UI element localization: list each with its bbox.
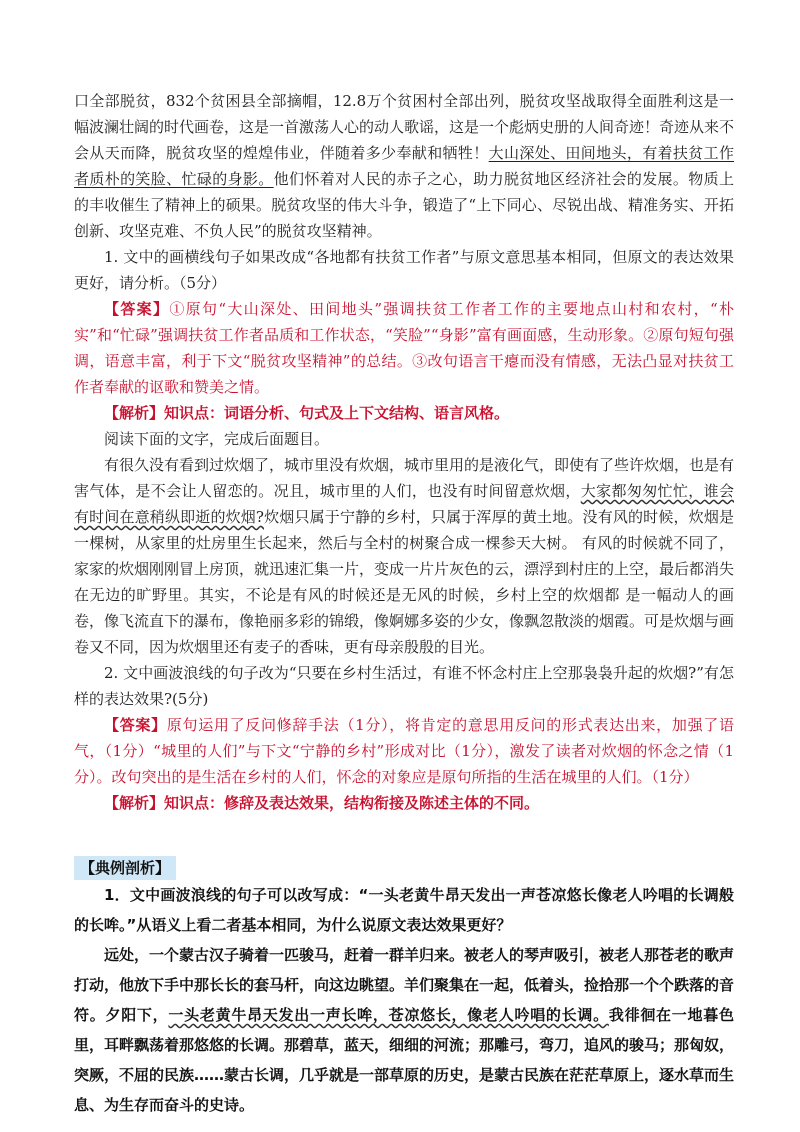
question-1: 1. 文中的画横线句子如果改成“各地都有扶贫工作者”与原文意思基本相同，但原文的表达效果更好，请分析。（5分） — [74, 248, 734, 292]
example-question: 1．文中画波浪线的句子可以改写成：“一头老黄牛昂天发出一声苍凉悠长像老人吟唱的长调般的长哞。”从语义上看二者基本相同，为什么说原文表达效果更好？ — [74, 886, 734, 934]
passage-1-text-b: 他们怀着对人民的赤子之心，助力脱贫地区经济社会的发展。物质上的丰收催生了精神上的硕果。脱贫攻坚的伟大斗争，锻造了“上下同心、尽锐出战、精准务实、开拓创新、攻坚克难、不负人民”的脱贫攻坚精神。 — [74, 170, 734, 240]
document-page — [74, 88, 734, 1120]
section-title: 【典例剖析】 — [74, 856, 176, 880]
passage-1 — [74, 88, 734, 244]
question-2: 2. 文中画波浪线的句子改为“只要在乡村生活过，有谁不怀念村庄上空那袅袅升起的炊烟?”有怎样的表达效果?(5分) — [74, 664, 734, 708]
example-wavy-sentence: 一头老黄牛昂天发出一声长哞，苍凉悠长，像老人吟唱的长调。 — [168, 1006, 609, 1024]
section-gap — [74, 816, 734, 856]
answer-2 — [74, 712, 734, 790]
analysis-2 — [74, 790, 734, 816]
analysis-2-label: 【解析】 — [104, 794, 165, 812]
example-passage — [74, 940, 734, 1120]
reading-instruction: 阅读下面的文字，完成后面题目。 — [104, 430, 330, 448]
example-text-b: 我徘徊在一地暮色里，耳畔飘荡着那悠悠的长调。那碧草，蓝天，细细的河流；那雕弓，弯刀，追风的骏马；那匈奴，突厥，不屈的民族……蒙古长调，几乎就是一部草原的历史，是蒙古民族在茫茫草原上，逐水草而生息、为生存而奋斗的史诗。 — [74, 1006, 735, 1114]
passage-2 — [74, 452, 734, 660]
analysis-1 — [74, 400, 734, 426]
answer-1-text: ①原句“大山深处、田间地头”强调扶贫工作者工作的主要地点山村和农村，“朴实”和“忙碌”强调扶贫工作者品质和工作状态，“笑脸”“身影”富有画面感，生动形象。②原句短句强调，语意丰富，利于下文“脱贫攻坚精神”的总结。③改句语言干瘪而没有情感，无法凸显对扶贫工作者奉献的讴歌和赞美之情。 — [74, 300, 734, 396]
analysis-2-text: 知识点：修辞及表达效果，结构衔接及陈述主体的不同。 — [164, 794, 540, 812]
example-section — [74, 880, 734, 1120]
passage-2-text-b: 炊烟只属于宁静的乡村，只属于浑厚的黄土地。没有风的时候，炊烟是一棵树，从家里的灶房里生长起来，然后与全村的树聚合成一棵参天大树。 有风的时候就不同了，家家的炊烟刚刚冒上房顶，就迅速汇集一片，变成一片片灰色的云，漂浮到村庄的上空，最后都消失在无边的旷野里。其实，不论是有风的时候还是无风的时候，乡村上空的炊烟都 是一幅动人的画卷，像飞流直下的瀑布，像艳丽多彩的锦缎，像婀娜多姿的少女，像飘忽散淡的烟霞。可是炊烟与画卷又不同，因为炊烟里还有麦子的香味，更有母亲殷殷的目光。 — [74, 508, 735, 656]
answer-1-label: 【答案】 — [104, 300, 170, 318]
passage-1-text-a: 口全部脱贫，832个贫困县全部摘帽，12.8万个贫困村全部出列，脱贫攻坚战取得全面胜利这是一幅波澜壮阔的时代画卷，这是一首激荡人心的动人歌谣，这是一个彪炳史册的人间奇迹！奇迹从来不会从天而降，脱贫攻坚的煌煌伟业，伴随着多少奉献和牺牲！ — [74, 92, 735, 162]
passage-2-text-a: 有很久没有看到过炊烟了，城市里没有炊烟，城市里用的是液化气，即使有了些许炊烟，也是有害气体，是不会让人留恋的。况且，城市里的人们，也没有时间留意炊烟， — [74, 456, 735, 500]
answer-2-label: 【答案】 — [104, 716, 167, 734]
section-header — [74, 856, 734, 880]
underlined-sentence: 大山深处、田间地头，有着扶贫工作者质朴的笑脸、忙碌的身影。 — [74, 144, 734, 188]
example-text-a: 远处，一个蒙古汉子骑着一匹骏马，赶着一群羊归来。被老人的琴声吸引，被老人那苍老的歌声打动，他放下手中那长长的套马杆，向这边眺望。羊们聚集在一起，低着头，捡拾那一个个跌落的音符。夕阳下， — [74, 946, 735, 1024]
answer-1 — [74, 296, 734, 400]
analysis-1-label: 【解析】 — [104, 404, 165, 422]
wavy-sentence: 大家都匆匆忙忙，谁会有时间在意稍纵即逝的炊烟? — [74, 482, 734, 526]
answer-2-text: 原句运用了反问修辞手法（1分），将肯定的意思用反问的形式表达出来，加强了语气，（1分）“城里的人们”与下文“宁静的乡村”形成对比（1分），激发了读者对炊烟的怀念之情（1分）。改句突出的是生活在乡村的人们，怀念的对象应是原句所指的生活在城里的人们。（1分） — [74, 716, 734, 786]
analysis-1-text: 知识点：词语分析、句式及上下文结构、语言风格。 — [164, 404, 510, 422]
